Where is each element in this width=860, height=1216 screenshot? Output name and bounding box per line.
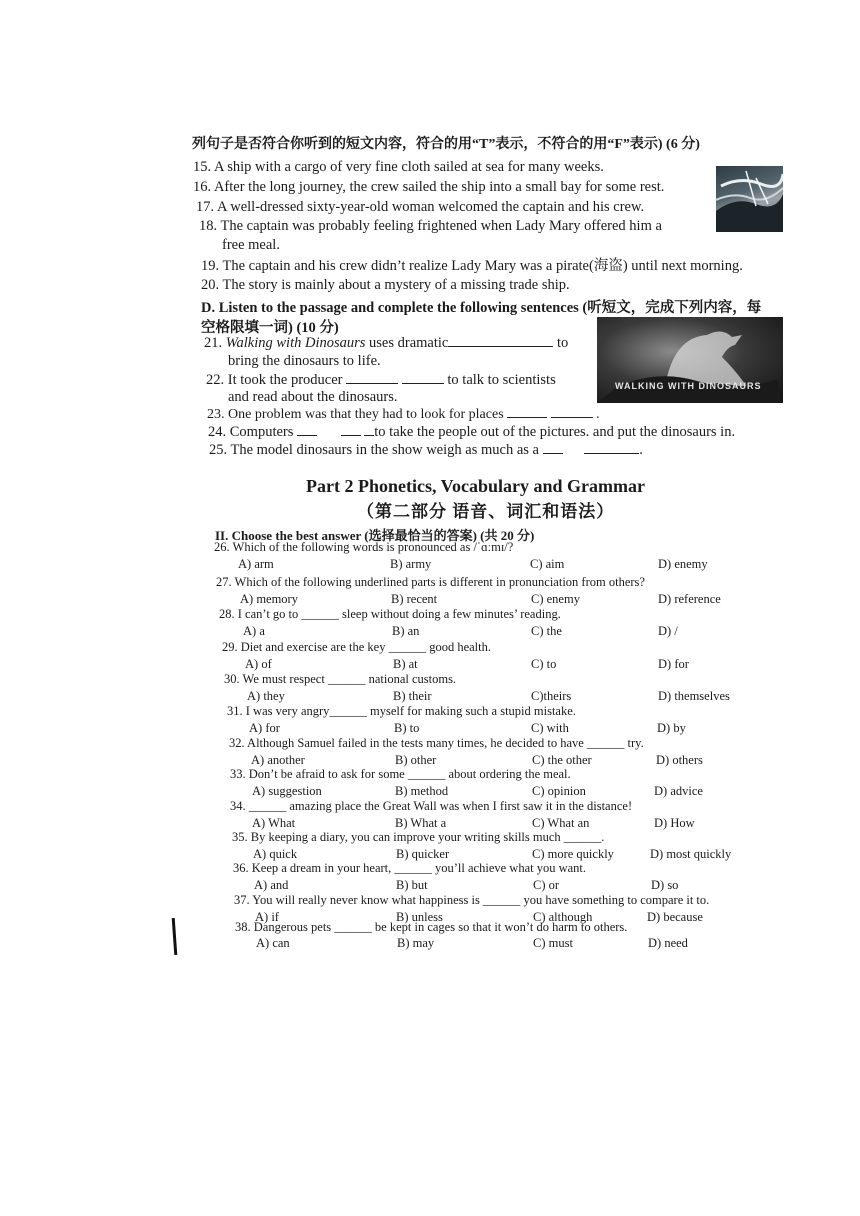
question-29-option-a[interactable]: A) of	[245, 657, 272, 671]
dinosaur-photo	[597, 317, 783, 403]
q21-end: to	[556, 335, 569, 351]
q24-end: to take the people out of the pictures. and put the dinosaurs in.	[374, 424, 736, 440]
q24-blank-3[interactable]	[364, 435, 374, 436]
part-2-subtitle: （第二部分 语音、词汇和语法）	[357, 502, 615, 521]
statement-20: 20. The story is mainly about a mystery of a missing trade ship.	[201, 277, 570, 293]
q21-number: 21.	[204, 335, 223, 351]
question-38-option-c[interactable]: C) must	[533, 936, 573, 950]
question-36-option-c[interactable]: C) or	[533, 878, 560, 892]
question-35-option-b[interactable]: B) quicker	[396, 847, 450, 861]
question-38-option-a[interactable]: A) can	[256, 936, 290, 950]
question-29-option-d[interactable]: D) for	[658, 657, 689, 671]
question-30-option-d[interactable]: D) themselves	[658, 689, 730, 703]
question-36-option-b[interactable]: B) but	[396, 878, 428, 892]
question-26-option-c[interactable]: C) aim	[530, 557, 565, 571]
question-21-cont: bring the dinosaurs to life.	[228, 353, 381, 369]
question-34-option-b[interactable]: B) What a	[395, 816, 447, 830]
margin-mark	[172, 918, 178, 955]
question-31-option-d[interactable]: D) by	[657, 721, 686, 735]
question-33-option-d[interactable]: D) advice	[654, 784, 703, 798]
question-33-stem: 33. Don’t be afraid to ask for some ______ about ordering the meal.	[230, 767, 571, 781]
q24-blank-2[interactable]	[341, 435, 361, 436]
question-21	[204, 334, 568, 352]
question-32-stem: 32. Although Samuel failed in the tests many times, he decided to have ______ try.	[229, 736, 644, 750]
question-29-option-b[interactable]: B) at	[393, 657, 418, 671]
q22-blank-1[interactable]	[346, 383, 398, 384]
q23-blank-1[interactable]	[507, 417, 547, 418]
section-ii-heading: II. Choose the best answer (选择最恰当的答案) (共 20 分)	[215, 528, 535, 543]
q22-end: to talk to scientists	[447, 372, 556, 388]
question-34-option-c[interactable]: C) What an	[532, 816, 590, 830]
question-32-option-a[interactable]: A) another	[251, 753, 305, 767]
question-26-option-a[interactable]: A) arm	[238, 557, 274, 571]
question-36-option-a[interactable]: A) and	[254, 878, 289, 892]
question-31-stem: 31. I was very angry______ myself for making such a stupid mistake.	[227, 704, 576, 718]
photo-caption: WALKING WITH DINOSAURS	[615, 381, 762, 391]
question-33-option-c[interactable]: C) opinion	[532, 784, 586, 798]
section-d-instruction-2: 空格限填一词) (10 分)	[201, 320, 339, 336]
question-33-option-b[interactable]: B) method	[395, 784, 449, 798]
question-26-stem: 26. Which of the following words is pronounced as /ˈɑːmɪ/?	[214, 540, 514, 554]
question-28-stem: 28. I can’t go to ______ sleep without doing a few minutes’ reading.	[219, 607, 561, 621]
question-35-option-c[interactable]: C) more quickly	[532, 847, 614, 861]
statement-18: 18. The captain was probably feeling frightened when Lady Mary offered him a	[199, 218, 662, 234]
question-37-option-c[interactable]: C) although	[533, 910, 593, 924]
question-28-option-c[interactable]: C) the	[531, 624, 562, 638]
section-c-instruction: 列句子是否符合你听到的短文内容，符合的用“T”表示，不符合的用“F”表示) (6 分)	[192, 137, 700, 152]
question-36-stem: 36. Keep a dream in your heart, ______ you’ll achieve what you want.	[233, 861, 587, 875]
question-36-option-d[interactable]: D) so	[651, 878, 679, 892]
question-27-option-d[interactable]: D) reference	[658, 592, 721, 606]
question-30-option-c[interactable]: C)theirs	[531, 689, 572, 703]
section-d-instruction: D. Listen to the passage and complete the following sentences (听短文，完成下列内容，每	[201, 300, 762, 316]
question-32-option-d[interactable]: D) others	[656, 753, 703, 767]
question-29-option-c[interactable]: C) to	[531, 657, 557, 671]
q25-blank-1[interactable]	[543, 453, 563, 454]
question-34-option-a[interactable]: A) What	[252, 816, 296, 830]
statement-18-cont: free meal.	[222, 237, 280, 253]
question-35-option-a[interactable]: A) quick	[253, 847, 298, 861]
question-32-option-b[interactable]: B) other	[395, 753, 437, 767]
question-31-option-a[interactable]: A) for	[249, 721, 280, 735]
q21-blank[interactable]	[448, 346, 553, 347]
question-30-option-a[interactable]: A) they	[247, 689, 285, 703]
statement-16: 16. After the long journey, the crew sailed the ship into a small bay for some rest.	[193, 179, 665, 195]
question-25: 25. The model dinosaurs in the show weigh as much as a .	[209, 442, 643, 458]
question-23: 23. One problem was that they had to look for places .	[207, 407, 600, 422]
question-29-stem: 29. Diet and exercise are the key ______ good health.	[222, 640, 492, 654]
q23-blank-2[interactable]	[551, 417, 593, 418]
question-37-stem: 37. You will really never know what happiness is ______ you have something to compare it to.	[234, 893, 710, 907]
question-26-option-b[interactable]: B) army	[390, 557, 432, 571]
q24-text: 24. Computers	[208, 424, 294, 440]
question-26-option-d[interactable]: D) enemy	[658, 557, 708, 571]
question-31-option-c[interactable]: C) with	[531, 721, 569, 735]
q22-blank-2[interactable]	[402, 383, 444, 384]
q25-blank-2[interactable]	[584, 453, 639, 454]
question-30-option-b[interactable]: B) their	[393, 689, 432, 703]
question-22	[206, 371, 556, 389]
q21-text: uses dramatic	[365, 335, 449, 351]
question-37-option-d[interactable]: D) because	[647, 910, 703, 924]
q23-text: 23. One problem was that they had to look for places	[207, 407, 504, 422]
statement-19: 19. The captain and his crew didn’t realize Lady Mary was a pirate(海盗) until next morning.	[201, 258, 743, 274]
question-27-option-b[interactable]: B) recent	[391, 592, 438, 606]
question-31-option-b[interactable]: B) to	[394, 721, 420, 735]
q21-title: Walking with Dinosaurs	[225, 335, 366, 351]
question-30-stem: 30. We must respect ______ national customs.	[224, 672, 457, 686]
question-34-stem: 34. ______ amazing place the Great Wall was when I first saw it in the distance!	[230, 799, 633, 813]
question-38-option-d[interactable]: D) need	[648, 936, 688, 950]
part-2-title: Part 2 Phonetics, Vocabulary and Grammar	[306, 476, 645, 496]
question-27-stem: 27. Which of the following underlined parts is different in pronunciation from others?	[216, 575, 645, 589]
question-28-option-d[interactable]: D) /	[658, 624, 678, 638]
question-32-option-c[interactable]: C) the other	[532, 753, 592, 767]
ship-photo-graphic	[716, 166, 783, 232]
question-35-option-d[interactable]: D) most quickly	[650, 847, 732, 861]
question-27-option-a[interactable]: A) memory	[240, 592, 298, 606]
question-33-option-a[interactable]: A) suggestion	[252, 784, 322, 798]
ship-photo	[716, 166, 783, 232]
question-38-stem: 38. Dangerous pets ______ be kept in cages so that it won’t do harm to others.	[235, 920, 628, 934]
question-38-option-b[interactable]: B) may	[397, 936, 435, 950]
question-24	[208, 423, 735, 441]
statement-15: 15. A ship with a cargo of very fine cloth sailed at sea for many weeks.	[193, 159, 604, 175]
question-28-option-b[interactable]: B) an	[392, 624, 420, 638]
q25-text: 25. The model dinosaurs in the show weigh as much as a	[209, 442, 539, 458]
q24-blank-1[interactable]	[297, 435, 317, 436]
question-27-option-c[interactable]: C) enemy	[531, 592, 580, 606]
question-34-option-d[interactable]: D) How	[654, 816, 695, 830]
question-28-option-a[interactable]: A) a	[243, 624, 265, 638]
statement-17: 17. A well-dressed sixty-year-old woman welcomed the captain and his crew.	[196, 199, 645, 215]
question-37-option-a[interactable]: A) if	[255, 910, 279, 924]
question-37-option-b[interactable]: B) unless	[396, 910, 443, 924]
question-22-cont: and read about the dinosaurs.	[228, 389, 398, 405]
q22-text: 22. It took the producer	[206, 372, 343, 388]
question-35-stem: 35. By keeping a diary, you can improve your writing skills much ______.	[232, 830, 605, 844]
